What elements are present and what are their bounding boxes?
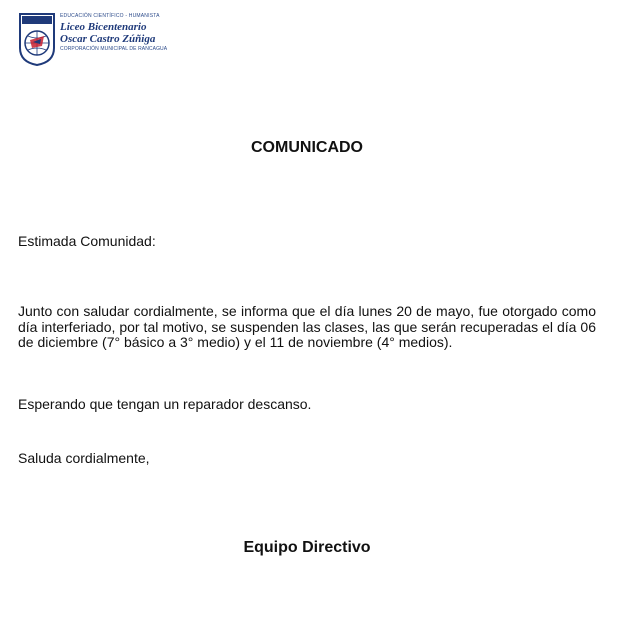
- wish-paragraph: Esperando que tengan un reparador descanso.: [18, 396, 312, 412]
- school-name-line1: Liceo Bicentenario: [60, 21, 147, 33]
- closing-line: Saluda cordialmente,: [18, 450, 150, 466]
- signature: Equipo Directivo: [243, 539, 371, 556]
- greeting: Estimada Comunidad:: [18, 233, 156, 249]
- school-header: [18, 12, 167, 66]
- school-name-line2: Oscar Castro Zúñiga: [60, 33, 156, 45]
- school-corporation: CORPORACIÓN MUNICIPAL DE RANCAGUA: [60, 46, 168, 52]
- school-crest-logo: [18, 12, 56, 66]
- document-title: COMUNICADO: [251, 139, 363, 156]
- school-tagline: EDUCACIÓN CIENTÍFICO - HUMANISTA: [60, 13, 160, 19]
- body-paragraph: Junto con saludar cordialmente, se informa que el día lunes 20 de mayo, fue otorgado como día interferiado, por tal motivo, se suspenden las clases, las que serán recuperadas el día 06 de diciembre (7° básico a 3° medio) y el 11 de noviembre (4° medios).: [18, 303, 596, 350]
